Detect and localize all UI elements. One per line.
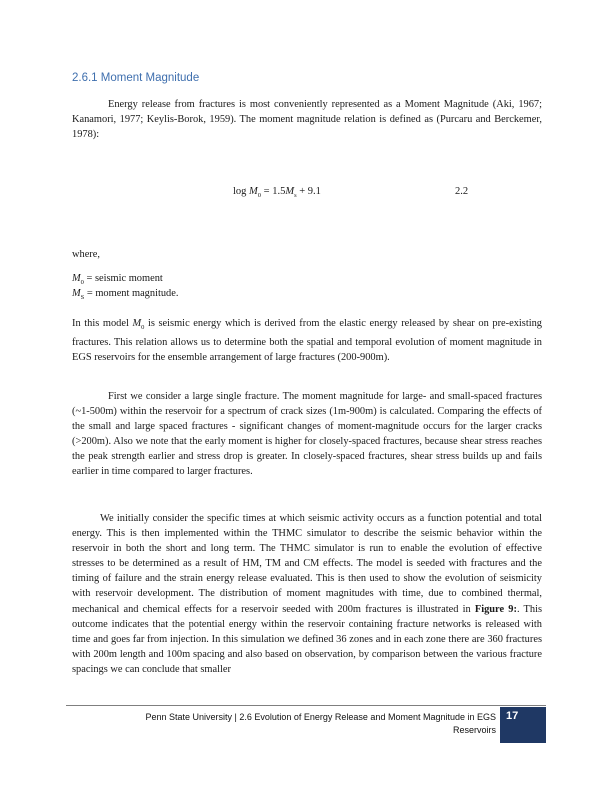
figure-reference: Figure 9: — [474, 603, 517, 615]
equation-moment-magnitude — [72, 186, 542, 202]
paragraph-thmc-simulation: We initially consider the specific times at which seismic activity occurs as a function potential and total energy. This is then implemented within the THMC simulator to describe the seismic behavior within the reservoir in both the short and long term. The THMC simulator is run to enable the evolution of effective stresses to be determined as a result of HM, TM and CM effects. The model is seeded with fractures and the timing of failure and the strain energy release evaluated. This is then used to show the evolution of seismicity with reservoir development. The distribution of moment magnitudes with time, due to combined thermal, mechanical and chemical effects for a reservoir seeded with 200m fractures is illustrated in Figure 9:. This outcome indicates that the potential energy within the reservoir containing fracture networks is released with time and goes far from injection. In this simulation we defined 36 zones and in each zone there are 360 fractures with 200m length and 100m spacing and also based on observation, by comparison between the various fracture spacings we can conclude that smaller — [72, 513, 543, 675]
paragraph-intro: Energy release from fractures is most conveniently represented as a Moment Magnitude (Aki, 1967; Kanamori, 1977; Keylis-Borok, 1959). The moment magnitude relation is defined as (Purcaru and Berckemer, 1978): — [72, 99, 542, 141]
paragraph-model: In this model $M_0$ is seismic energy which is derived from the elastic energy released by shear on pre-existing fractures. This relation allows us to determine both the spatial and temporal evolution of moment magnitude in EGS reservoirs for the ensemble arrangement of large fractures (200-900m). — [72, 318, 542, 364]
footer-divider — [66, 705, 546, 706]
definition-moment-magnitude: $M_S$ = moment magnitude. — [72, 288, 179, 302]
footer-text: Penn State University | 2.6 Evolution of Energy Release and Moment Magnitude in EGS Reservoirs — [145, 712, 496, 735]
equation-formula: $\log M_0 = 1.5M_s + 9.1$ — [233, 186, 321, 200]
section-heading: 2.6.1 Moment Magnitude — [72, 72, 200, 84]
page-number: 17 — [506, 710, 519, 722]
where-label: where, — [72, 249, 100, 260]
page-number-badge — [500, 707, 546, 743]
definition-seismic-moment: $M_0$ = seismic moment — [72, 273, 163, 287]
equation-number: 2.2 — [455, 186, 469, 197]
paragraph-single-fracture: First we consider a large single fracture. The moment magnitude for large- and small-spaced fractures (~1-500m) within the reservoir for a spectrum of crack sizes (1m-900m) is calculated. Comparing the effects of the small and large spaced fractures - significant changes of moment-magnitude occurs for the larger cracks (>200m). Also we note that the early moment is higher for closely-spaced fractures, because shear stress reaches the peak strength earlier and stress drop is greater. In closely-spaced fractures, shear stress builds up and fails earlier in time compared to larger fractures. — [72, 391, 542, 478]
